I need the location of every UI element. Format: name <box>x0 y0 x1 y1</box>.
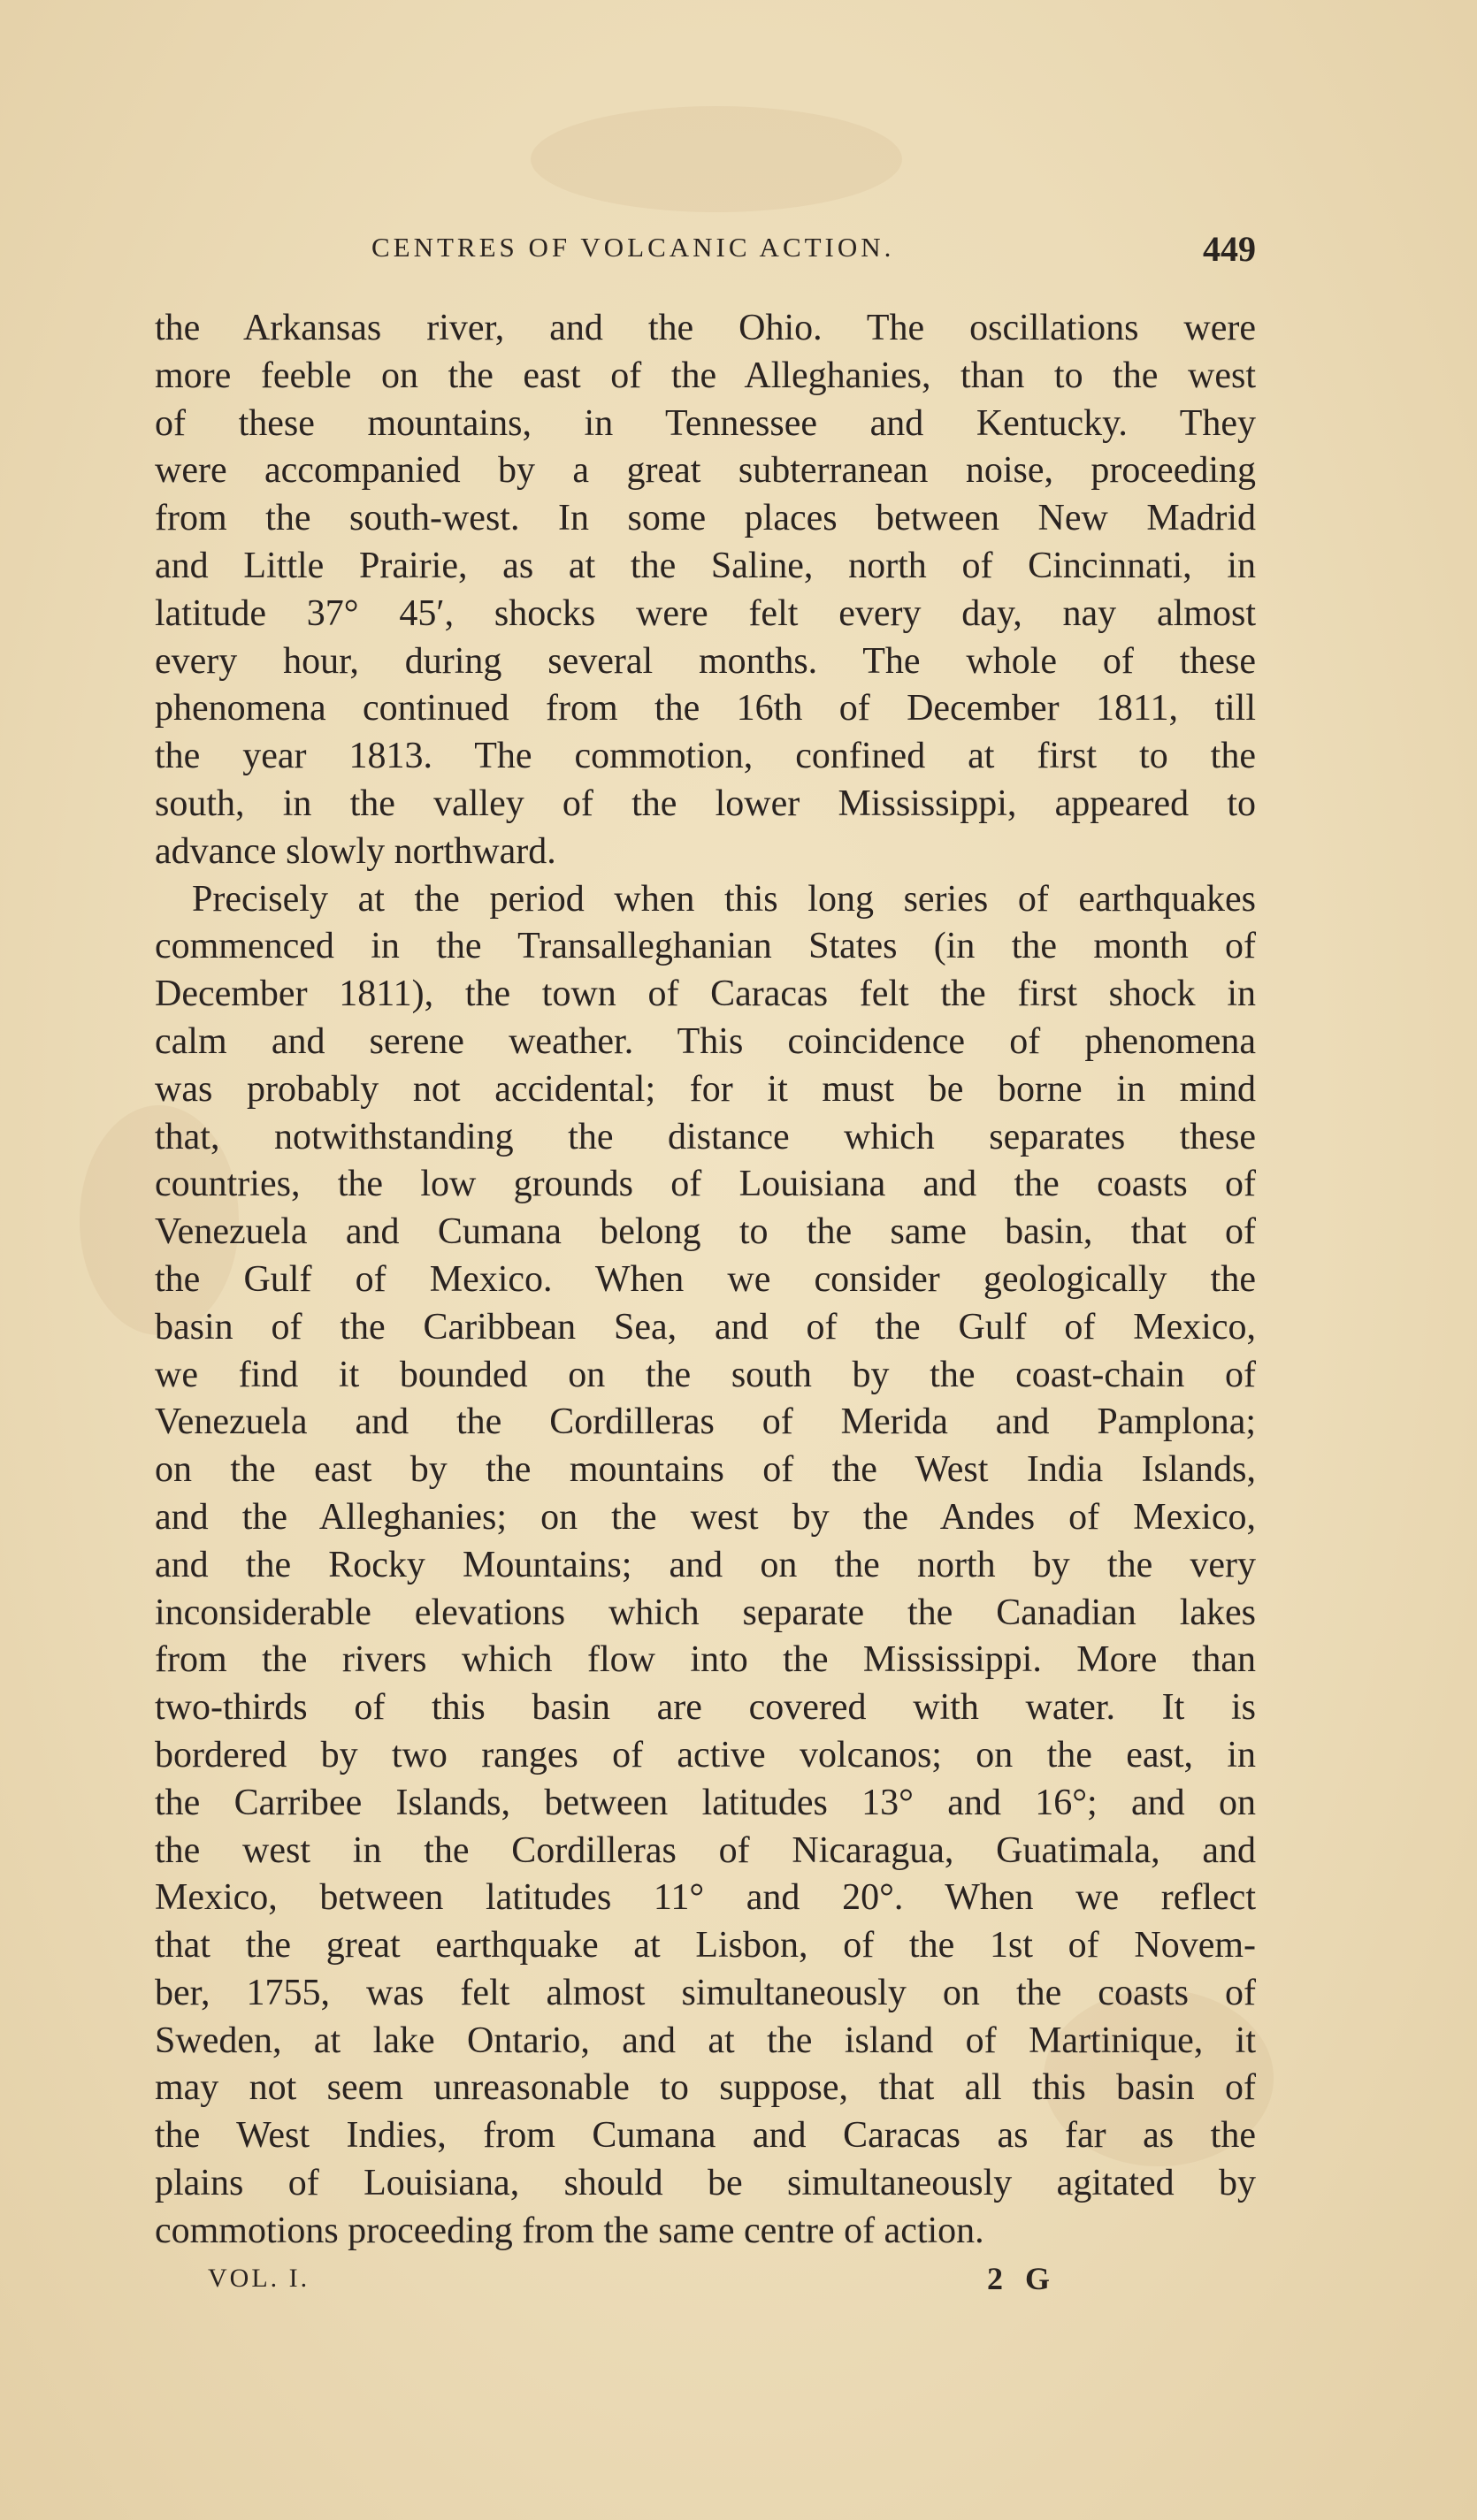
text-line: were accompanied by a great subterranean noise, proceeding <box>155 450 1256 492</box>
text-line: was probably not accidental; for it must be borne in mind <box>155 1068 1256 1110</box>
text-line: the west in the Cordilleras of Nicaragua, Guatimala, and <box>155 1829 1256 1871</box>
text-line: from the rivers which flow into the Mississippi. More than <box>155 1639 1256 1681</box>
body-text <box>155 305 1256 2256</box>
text-line: Precisely at the period when this long series of earthquakes <box>192 878 1256 920</box>
page-number: 449 <box>1203 229 1256 269</box>
text-line: advance slowly northward. <box>155 830 556 872</box>
text-line: basin of the Caribbean Sea, and of the Gulf of Mexico, <box>155 1306 1256 1348</box>
text-line: Venezuela and Cumana belong to the same basin, that of <box>155 1211 1256 1253</box>
paper-stain <box>531 106 902 212</box>
signature-mark: 2 G <box>986 2261 1057 2296</box>
text-line: Venezuela and the Cordilleras of Merida and Pamplona; <box>155 1401 1256 1443</box>
paragraph-1 <box>155 305 1256 876</box>
text-line: two-thirds of this basin are covered with water. It is <box>155 1687 1256 1729</box>
text-line: the West Indies, from Cumana and Caracas as far as the <box>155 2115 1256 2157</box>
text-line: more feeble on the east of the Alleghanies, than to the west <box>155 355 1256 396</box>
text-line: that the great earthquake at Lisbon, of the 1st of Novem- <box>155 1925 1256 1966</box>
text-line: may not seem unreasonable to suppose, that all this basin of <box>155 2067 1256 2109</box>
text-line: the Arkansas river, and the Ohio. The oscillations were <box>155 308 1256 348</box>
text-line: from the south-west. In some places between New Madrid <box>155 498 1256 539</box>
text-line: phenomena continued from the 16th of December 1811, till <box>155 688 1256 729</box>
text-line: and the Alleghanies; on the west by the Andes of Mexico, <box>155 1496 1256 1538</box>
text-line: latitude 37° 45′, shocks were felt every day, nay almost <box>155 592 1256 634</box>
text-line: plains of Louisiana, should be simultaneously agitated by <box>155 2163 1256 2204</box>
text-line: south, in the valley of the lower Mississippi, appeared to <box>155 783 1256 824</box>
text-line: calm and serene weather. This coincidence of phenomena <box>155 1020 1256 1062</box>
text-line: on the east by the mountains of the West India Islands, <box>155 1449 1256 1491</box>
paragraph-2 <box>155 876 1256 2256</box>
text-line: commenced in the Transalleghanian States (in the month of <box>155 926 1256 967</box>
text-line: commotions proceeding from the same centre of action. <box>155 2210 984 2251</box>
page-header <box>371 228 1256 281</box>
text-line: that, notwithstanding the distance which separates these <box>155 1116 1256 1157</box>
text-line: countries, the low grounds of Louisiana and the coasts of <box>155 1164 1256 1205</box>
page-footer <box>208 2261 1057 2308</box>
text-line: every hour, during several months. The whole of these <box>155 640 1256 682</box>
text-line: we find it bounded on the south by the coast-chain of <box>155 1354 1256 1395</box>
running-title: CENTRES OF VOLCANIC ACTION. <box>371 232 895 263</box>
text-line: Sweden, at lake Ontario, and at the island of Martinique, it <box>155 2020 1256 2061</box>
text-line: and the Rocky Mountains; and on the north by the very <box>155 1544 1256 1585</box>
text-line: ber, 1755, was felt almost simultaneously on the coasts of <box>155 1972 1256 2013</box>
text-line: and Little Prairie, as at the Saline, north of Cincinnati, in <box>155 545 1256 586</box>
text-line: inconsiderable elevations which separate the Canadian lakes <box>155 1592 1256 1633</box>
text-line: the Carribee Islands, between latitudes 13° and 16°; and on <box>155 1782 1256 1823</box>
text-line: bordered by two ranges of active volcanos; on the east, in <box>155 1734 1256 1775</box>
text-line: of these mountains, in Tennessee and Kentucky. They <box>155 402 1256 444</box>
text-line: December 1811), the town of Caracas felt the first shock in <box>155 974 1256 1015</box>
text-line: the year 1813. The commotion, confined at first to the <box>155 736 1256 777</box>
volume-label: VOL. I. <box>208 2264 310 2293</box>
text-line: Mexico, between latitudes 11° and 20°. When we reflect <box>155 1877 1256 1919</box>
text-line: the Gulf of Mexico. When we consider geologically the <box>155 1258 1256 1300</box>
